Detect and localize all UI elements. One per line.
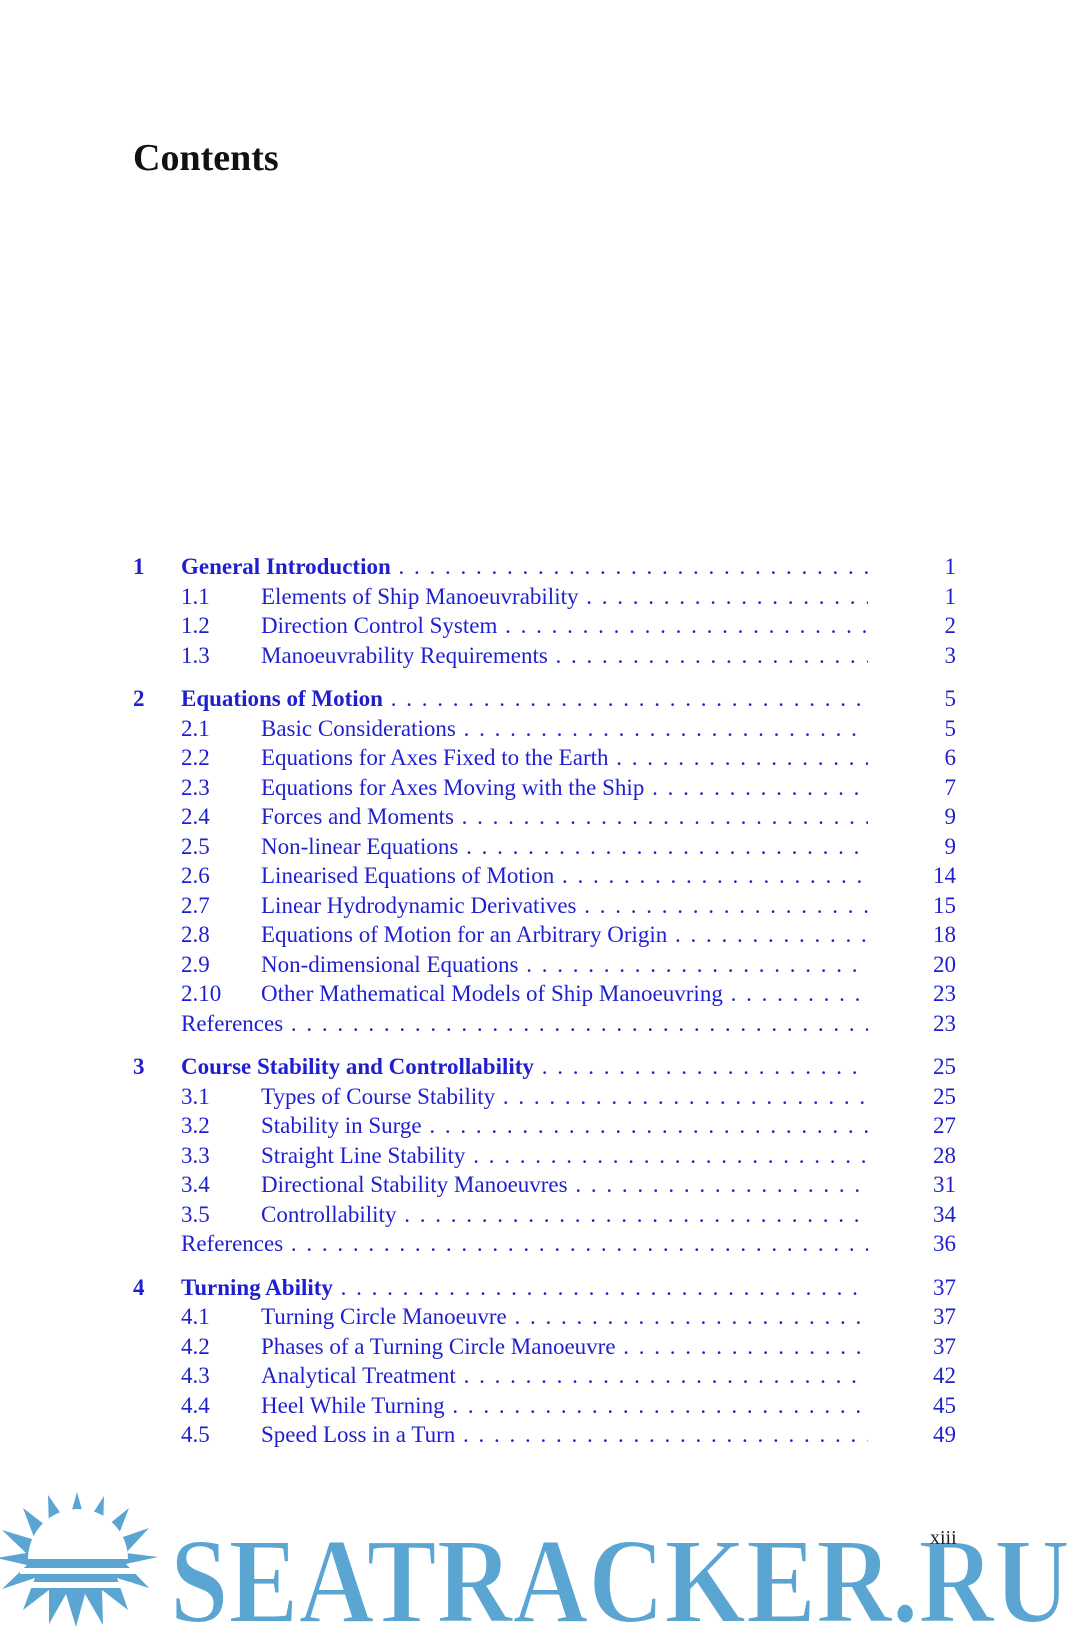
references-link[interactable]: References . . .: [181, 1229, 868, 1259]
section-title-link[interactable]: Basic Considerations . . .: [261, 714, 868, 744]
section-title-link[interactable]: Elements of Ship Manoeuvrability . . .: [261, 582, 868, 612]
page-number-link[interactable]: 7: [944, 774, 956, 800]
section-title-link[interactable]: Forces and Moments . . .: [261, 802, 868, 832]
section-entry[interactable]: [133, 1332, 956, 1362]
section-title-link[interactable]: Manoeuvrability Requirements . . .: [261, 641, 868, 671]
page-number-link[interactable]: 49: [933, 1422, 956, 1447]
section-title-link[interactable]: Other Mathematical Models of Ship Manoeuvring . . .: [261, 979, 868, 1009]
section-number: 4.3: [181, 1363, 210, 1388]
section-title-link[interactable]: Non-dimensional Equations . . .: [261, 950, 868, 980]
section-entry[interactable]: [133, 1170, 956, 1200]
section-number: 4.4: [181, 1392, 210, 1418]
section-number: 4.1: [181, 1304, 210, 1329]
page-number-link[interactable]: 42: [933, 1363, 956, 1388]
page-number-link[interactable]: 14: [933, 863, 956, 888]
chapter-block: [133, 684, 956, 1038]
watermark-text: SEATRACKER.RU: [170, 1514, 1070, 1637]
section-entry[interactable]: [133, 611, 956, 641]
section-number: 2.2: [181, 745, 210, 770]
page-number-link[interactable]: 5: [944, 715, 956, 741]
chapter-block: [133, 1273, 956, 1450]
page-number-link[interactable]: 37: [933, 1304, 956, 1329]
section-title-link[interactable]: Stability in Surge . . .: [261, 1111, 868, 1141]
references-link[interactable]: References . . .: [181, 1009, 868, 1039]
section-number: 4.2: [181, 1333, 210, 1359]
section-title-link[interactable]: Linear Hydrodynamic Derivatives . . .: [261, 891, 868, 921]
section-title-link[interactable]: Controllability . . .: [261, 1200, 868, 1230]
section-entry[interactable]: [133, 802, 956, 832]
section-number: 4.5: [181, 1422, 210, 1447]
chapter-title-link[interactable]: Turning Ability . . .: [181, 1273, 868, 1303]
chapter-number: 4: [133, 1274, 145, 1300]
section-number: 2.5: [181, 833, 210, 859]
section-title-link[interactable]: Linearised Equations of Motion . . .: [261, 861, 868, 891]
page-number-link[interactable]: 3: [944, 642, 956, 668]
page-number-link[interactable]: 37: [933, 1333, 956, 1359]
chapter-entry[interactable]: [133, 552, 956, 582]
section-entry[interactable]: [133, 1111, 956, 1141]
page-number-link[interactable]: 5: [944, 686, 956, 711]
page-number-link[interactable]: 25: [933, 1083, 956, 1109]
chapter-entry[interactable]: [133, 1273, 956, 1303]
page-number-link[interactable]: 25: [933, 1054, 956, 1079]
page-number-link[interactable]: 27: [933, 1113, 956, 1138]
page-number-link[interactable]: 23: [933, 1010, 956, 1036]
page-number-link[interactable]: 6: [944, 745, 956, 770]
page-number-link[interactable]: 23: [933, 981, 956, 1006]
chapter-number: 1: [133, 554, 145, 579]
section-title-link[interactable]: Directional Stability Manoeuvres . . .: [261, 1170, 868, 1200]
page-title: Contents: [133, 137, 279, 179]
section-number: 3.4: [181, 1172, 210, 1197]
section-entry[interactable]: [133, 891, 956, 921]
section-entry[interactable]: [133, 1361, 956, 1391]
page-number-link[interactable]: 36: [933, 1231, 956, 1256]
page-number-link[interactable]: 15: [933, 892, 956, 918]
page-number-link[interactable]: 18: [933, 922, 956, 947]
section-entry[interactable]: [133, 773, 956, 803]
section-title-link[interactable]: Equations for Axes Fixed to the Earth . . .: [261, 743, 868, 773]
section-title-link[interactable]: Direction Control System . . .: [261, 611, 868, 641]
chapter-block: [133, 1052, 956, 1259]
section-title-link[interactable]: Heel While Turning . . .: [261, 1391, 868, 1421]
section-number: 2.9: [181, 951, 210, 977]
section-title-link[interactable]: Types of Course Stability . . .: [261, 1082, 868, 1112]
page-number-link[interactable]: 37: [933, 1274, 956, 1300]
table-of-contents: [133, 552, 956, 1464]
section-title-link[interactable]: Turning Circle Manoeuvre . . .: [261, 1302, 868, 1332]
seatracker-watermark-logo: [0, 1482, 1080, 1637]
section-entry[interactable]: [133, 832, 956, 862]
section-number: 2.10: [181, 981, 222, 1006]
page-number-link[interactable]: 28: [933, 1142, 956, 1168]
section-number: 1.1: [181, 583, 210, 609]
section-title-link[interactable]: Speed Loss in a Turn . . .: [261, 1420, 868, 1450]
chapter-title-link[interactable]: Course Stability and Controllability . . .: [181, 1052, 868, 1082]
section-number: 1.2: [181, 613, 210, 638]
chapter-block: [133, 552, 956, 670]
section-entry[interactable]: [133, 861, 956, 891]
section-entry[interactable]: [133, 979, 956, 1009]
chapter-title-link[interactable]: General Introduction . . .: [181, 552, 868, 582]
section-entry[interactable]: [133, 1200, 956, 1230]
section-number: 2.7: [181, 892, 210, 918]
section-number: 1.3: [181, 642, 210, 668]
chapter-title-link[interactable]: Equations of Motion . . .: [181, 684, 868, 714]
section-number: 2.8: [181, 922, 210, 947]
section-entry[interactable]: [133, 714, 956, 744]
section-title-link[interactable]: Analytical Treatment . . .: [261, 1361, 868, 1391]
page-number-link[interactable]: 34: [933, 1201, 956, 1227]
references-entry[interactable]: [133, 1229, 956, 1259]
section-title-link[interactable]: Equations for Axes Moving with the Ship . . .: [261, 773, 868, 803]
section-title-link[interactable]: Phases of a Turning Circle Manoeuvre . . .: [261, 1332, 868, 1362]
page-number-link[interactable]: 9: [944, 833, 956, 859]
chapter-entry[interactable]: [133, 684, 956, 714]
page-number-link[interactable]: 31: [933, 1172, 956, 1197]
chapter-number: 3: [133, 1054, 145, 1079]
section-number: 2.1: [181, 715, 210, 741]
section-entry[interactable]: [133, 1302, 956, 1332]
section-number: 3.3: [181, 1142, 210, 1168]
section-entry[interactable]: [133, 920, 956, 950]
page-number-link[interactable]: 1: [944, 583, 956, 609]
page-number: xiii: [930, 1527, 957, 1549]
section-title-link[interactable]: Non-linear Equations . . .: [261, 832, 868, 862]
page-number-link[interactable]: 1: [944, 554, 956, 579]
section-entry[interactable]: [133, 582, 956, 612]
page-number-link[interactable]: 9: [944, 804, 956, 829]
section-entry[interactable]: [133, 1391, 956, 1421]
section-number: 3.2: [181, 1113, 210, 1138]
section-title-link[interactable]: Equations of Motion for an Arbitrary Origin . . .: [261, 920, 868, 950]
section-number: 3.1: [181, 1083, 210, 1109]
section-number: 2.6: [181, 863, 210, 888]
section-entry[interactable]: [133, 641, 956, 671]
section-number: 2.4: [181, 804, 210, 829]
section-number: 3.5: [181, 1201, 210, 1227]
section-entry[interactable]: [133, 950, 956, 980]
page-number-link[interactable]: 45: [933, 1392, 956, 1418]
sun-icon: [0, 1492, 158, 1627]
section-entry[interactable]: [133, 743, 956, 773]
chapter-number: 2: [133, 686, 145, 711]
references-entry[interactable]: [133, 1009, 956, 1039]
section-entry[interactable]: [133, 1082, 956, 1112]
section-entry[interactable]: [133, 1420, 956, 1450]
section-title-link[interactable]: Straight Line Stability . . .: [261, 1141, 868, 1171]
page-number-link[interactable]: 2: [944, 613, 956, 638]
section-number: 2.3: [181, 774, 210, 800]
page-number-link[interactable]: 20: [933, 951, 956, 977]
section-entry[interactable]: [133, 1141, 956, 1171]
chapter-entry[interactable]: [133, 1052, 956, 1082]
